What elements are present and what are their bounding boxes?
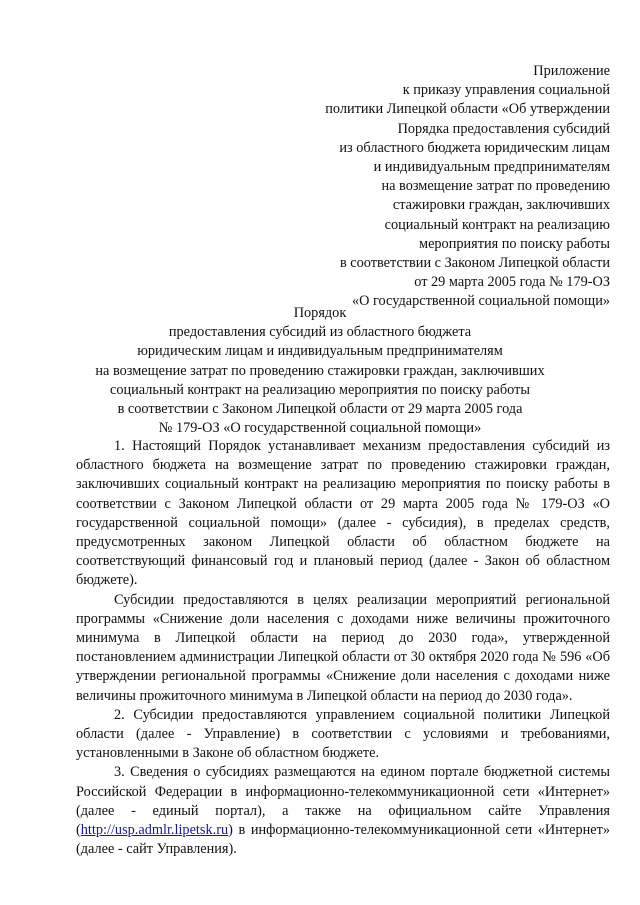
paragraph-2: Субсидии предоставляются в целях реализации мероприятий региональной программы «Снижение доли населения с доходами ниже величины прожиточного минимума в Липецкой области на период до 2030 года», утвержденной постановлением администрации Липецкой области от 30 октября 2020 года № 596 «Об утверждении региональной программы «Снижение доли населения с доходами ниже величины прожиточного минимума в Липецкой области на период до 2030 года».	[76, 591, 610, 704]
paragraph-3: 2. Субсидии предоставляются управлением социальной политики Липецкой области (далее - Управление) в соответствии с условиями и требованиями, установленными в Законе об областном бюджете.	[76, 706, 610, 762]
appendix-line: и индивидуальным предпринимателям	[373, 159, 610, 176]
appendix-line: политики Липецкой области «Об утверждении	[325, 101, 610, 118]
title-line: предоставления субсидий из областного бюджета	[168, 324, 472, 341]
appendix-line: Порядка предоставления субсидий	[397, 120, 610, 137]
appendix-line: на возмещение затрат по проведению	[381, 178, 610, 195]
document-title	[60, 304, 580, 438]
paragraph-4-text-end: ) в информационно-телекоммуникационной сети «Интернет» (далее - сайт Управления).	[76, 822, 610, 858]
title-line: социальный контракт на реализацию мероприятия по поиску работы	[110, 381, 530, 398]
paragraph-1: 1. Настоящий Порядок устанавливает механизм предоставления субсидий из областного бюджета на возмещение затрат по проведению стажировки граждан, заключивших социальный контракт на реализацию мероприятия по поиску работы в соответствии с Законом Липецкой области от 29 марта 2005 года № 179-ОЗ «О государственной социальной помощи» (далее - субсидия), в пределах средств, предусмотренных законом Липецкой области об областном бюджете на соответствующий финансовый год и плановый период (далее - Закон об областном бюджете).	[76, 438, 610, 589]
title-line: в соответствии с Законом Липецкой области от 29 марта 2005 года	[117, 401, 523, 418]
website-link[interactable]: http://usp.admlr.lipetsk.ru	[80, 822, 229, 839]
appendix-header	[280, 62, 610, 312]
appendix-line: из областного бюджета юридическим лицам	[339, 139, 610, 156]
appendix-line: мероприятия по поиску работы	[419, 235, 610, 252]
appendix-line: от 29 марта 2005 года № 179-ОЗ	[414, 274, 610, 291]
title-line: Порядок	[293, 305, 347, 321]
appendix-line: стажировки граждан, заключивших	[392, 197, 610, 214]
appendix-line: к приказу управления социальной	[402, 82, 610, 99]
title-line: № 179-ОЗ «О государственной социальной помощи»	[158, 420, 482, 437]
appendix-line: «О государственной социальной помощи»	[352, 293, 610, 310]
title-line: на возмещение затрат по проведению стажировки граждан, заключивших	[95, 362, 545, 379]
paragraph-4-text-start: 3. Сведения о субсидиях размещаются на едином портале бюджетной системы Российской Федерации в информационно-телекоммуникационной сети «Интернет» (далее - единый портал), а также на официальном сайте Управления (	[76, 764, 610, 839]
appendix-line: социальный контракт на реализацию	[384, 216, 610, 233]
document-body	[76, 437, 610, 859]
paragraph-4	[76, 763, 610, 859]
appendix-line: Приложение	[533, 63, 610, 79]
title-line: юридическим лицам и индивидуальным предпринимателям	[137, 343, 503, 360]
appendix-line: в соответствии с Законом Липецкой области	[339, 255, 610, 272]
